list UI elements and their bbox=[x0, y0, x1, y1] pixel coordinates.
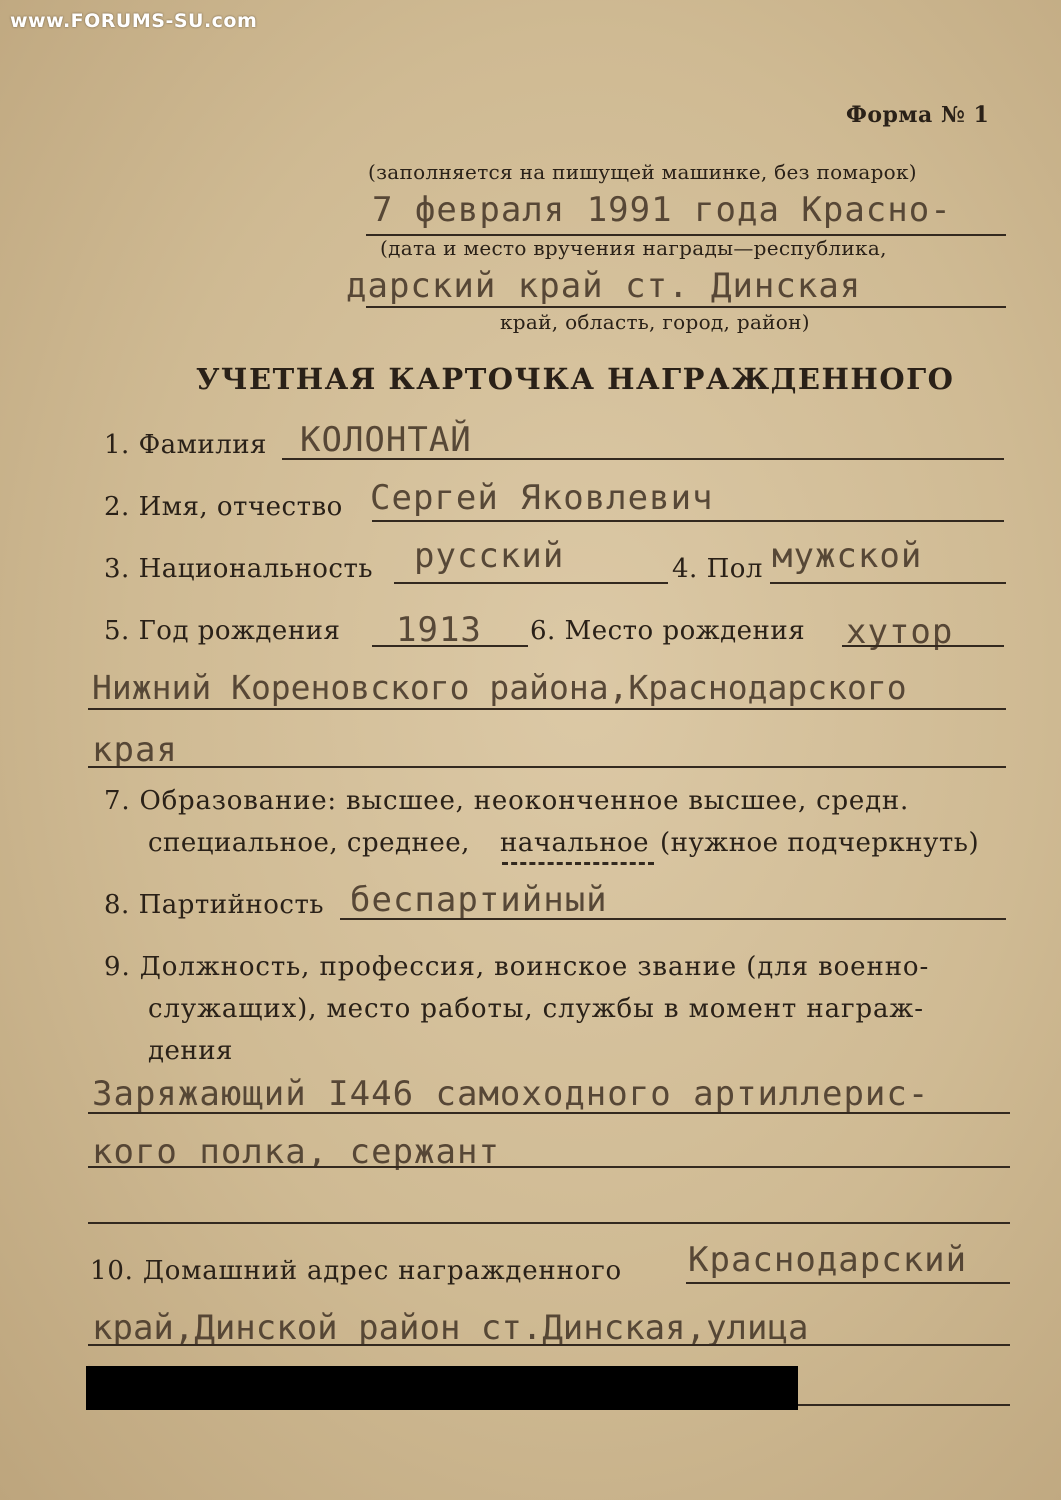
position-value-2: кого полка, сержант bbox=[92, 1132, 500, 1172]
address-underline-1 bbox=[686, 1282, 1010, 1284]
sex-label: 4. Пол bbox=[672, 554, 763, 584]
position-underline-3 bbox=[88, 1222, 1010, 1224]
award-hint2: край, область, город, район) bbox=[500, 310, 810, 334]
address-value-1: Краснодарский bbox=[688, 1240, 968, 1280]
birthplace-value-1: хутор bbox=[846, 612, 954, 652]
education-selected-option: начальное bbox=[500, 828, 650, 858]
top-hint: (заполняется на пишущей машинке, без помарок) bbox=[368, 160, 917, 184]
position-underline-2 bbox=[88, 1166, 1010, 1168]
birth-year-underline bbox=[372, 645, 528, 647]
watermark: www.FORUMS-SU.com bbox=[10, 10, 258, 32]
nationality-value: русский bbox=[414, 536, 565, 576]
sex-value: мужской bbox=[772, 536, 923, 576]
education-label-2c: (нужное подчеркнуть) bbox=[660, 828, 980, 858]
education-selected-underline bbox=[502, 862, 654, 865]
surname-underline bbox=[282, 458, 1004, 460]
award-date-line1: 7 февраля 1991 года Красно- bbox=[372, 190, 952, 230]
card-title: УЧЕТНАЯ КАРТОЧКА НАГРАЖДЕННОГО bbox=[196, 362, 955, 396]
address-value-2: край,Динской район ст.Динская,улица bbox=[92, 1308, 809, 1348]
nationality-label: 3. Национальность bbox=[104, 554, 374, 584]
redaction-bar bbox=[86, 1366, 798, 1410]
party-value: беспартийный bbox=[350, 880, 608, 920]
name-label: 2. Имя, отчество bbox=[104, 492, 343, 522]
form-number: Форма № 1 bbox=[846, 102, 990, 128]
address-label: 10. Домашний адрес награжденного bbox=[90, 1256, 623, 1286]
birthplace-label: 6. Место рождения bbox=[530, 616, 806, 646]
birthplace-underline-2 bbox=[88, 708, 1006, 710]
birthplace-underline-1 bbox=[842, 645, 1004, 647]
party-underline bbox=[340, 918, 1006, 920]
position-underline-1 bbox=[88, 1112, 1010, 1114]
award-date-underline2 bbox=[366, 306, 1006, 308]
name-value: Сергей Яковлевич bbox=[370, 478, 714, 518]
name-underline bbox=[372, 520, 1004, 522]
birth-year-value: 1913 bbox=[396, 610, 482, 650]
position-label-3: дения bbox=[148, 1036, 233, 1066]
award-date-line2: дарский край ст. Динская bbox=[346, 266, 862, 306]
education-label-1: 7. Образование: высшее, неоконченное высшее, средн. bbox=[104, 786, 910, 816]
party-label: 8. Партийность bbox=[104, 890, 325, 920]
surname-label: 1. Фамилия bbox=[104, 430, 267, 460]
surname-value: КОЛОНТАЙ bbox=[300, 420, 472, 460]
birth-year-label: 5. Год рождения bbox=[104, 616, 341, 646]
birthplace-underline-3 bbox=[88, 766, 1006, 768]
position-label-2: служащих), место работы, службы в момент награж- bbox=[148, 994, 924, 1024]
birthplace-value-3: края bbox=[92, 730, 178, 770]
address-underline-2 bbox=[88, 1344, 1010, 1346]
sex-underline bbox=[770, 582, 1006, 584]
birthplace-value-2: Нижний Кореновского района,Краснодарского bbox=[92, 668, 907, 707]
nationality-underline bbox=[394, 582, 668, 584]
position-value-1: Заряжающий I446 самоходного артиллерис- bbox=[92, 1074, 930, 1114]
position-label-1: 9. Должность, профессия, воинское звание (для военно- bbox=[104, 952, 930, 982]
award-hint1: (дата и место вручения награды—республика, bbox=[380, 236, 887, 260]
education-label-2a: специальное, среднее, bbox=[148, 828, 470, 858]
